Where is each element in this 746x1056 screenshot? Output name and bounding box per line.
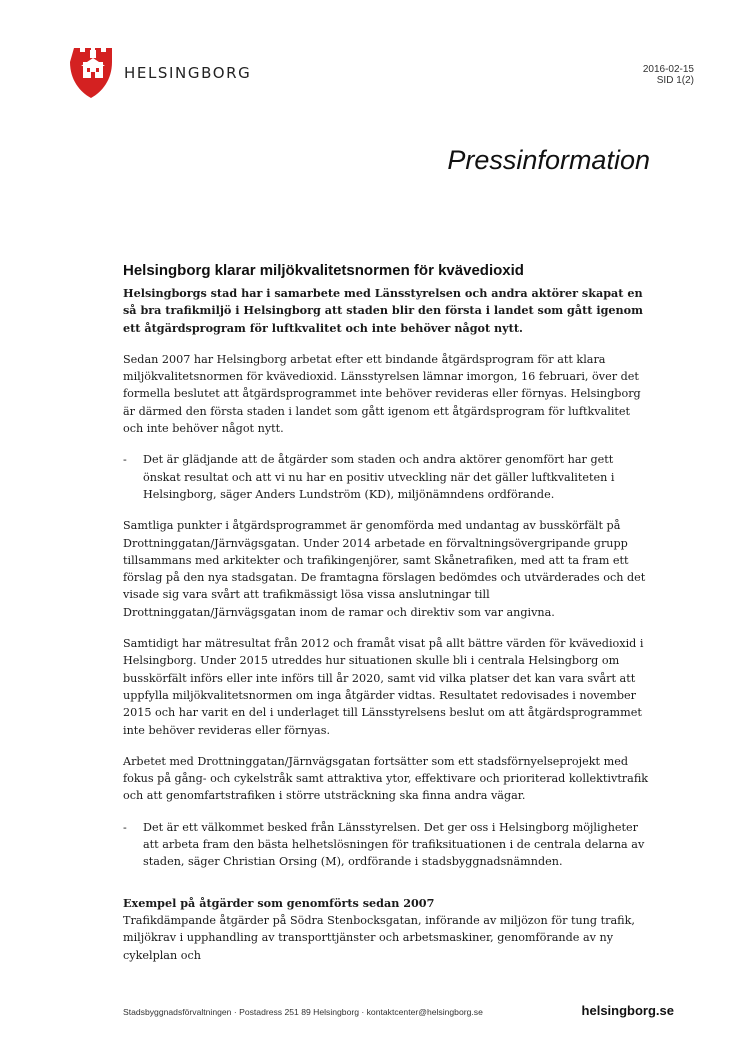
quote-dash: - <box>123 453 127 467</box>
document-date: 2016-02-15 <box>642 64 694 75</box>
document-meta <box>643 64 694 86</box>
quote-text-2: Det är ett välkommet besked från Länsstyrelsen. Det ger oss i Helsingborg möjligheter att arbeta fram den bästa helhetslösningen för trafiksituationen i de centrala delarna av staden, säger Christian Orsing (M), ordförande i stadsbyggnadsnämnden. <box>143 820 645 869</box>
footer-contact: Stadsbyggnadsförvaltningen · Postadress 251 89 Helsingborg · kontaktcenter@helsingborg.se <box>123 1007 483 1017</box>
document-type-heading: Pressinformation <box>447 145 650 175</box>
quote-block-1 <box>123 451 650 503</box>
quote-dash: - <box>123 820 127 834</box>
quote-block-2 <box>123 819 650 871</box>
section-subheading: Exempel på åtgärder som genomförts sedan 2007 <box>123 895 435 910</box>
quote-text-1: Det är glädjande att de åtgärder som staden och andra aktörer genomfört har gett önskat resultat och att vi nu har en positiv utveckling när det gäller luftkvaliteten i Helsingborg, säger Anders Lundström (KD), miljönämndens ordförande. <box>143 453 615 501</box>
article-title: Helsingborg klarar miljökvalitetsnormen för kvävedioxid <box>123 262 524 279</box>
paragraph-1: Sedan 2007 har Helsingborg arbetat efter ett bindande åtgärdsprogram för att klara miljökvalitetsnormen för kvävedioxid. Länsstyrelsen lämnar imorgon, 16 februari, över det formella beslutet att åtgärdsprogrammet inte behöver revideras eller förnyas. Helsingborg är därmed den första staden i landet som gått igenom ett åtgärdsprogram för luftkvalitet och inte behöver något nytt. <box>123 352 641 436</box>
paragraph-5: Trafikdämpande åtgärder på Södra Stenbocksgatan, införande av miljözon för tung trafik, miljökrav i upphandling av transporttjänster och arbetsmaskiner, genomförande av ny cykelplan och <box>123 913 635 962</box>
brand-name: HELSINGBORG <box>124 64 252 82</box>
helsingborg-crest-logo <box>70 44 116 100</box>
paragraph-3: Samtidigt har mätresultat från 2012 och framåt visat på allt bättre värden för kvävedioxid i Helsingborg. Under 2015 utreddes hur situationen skulle bli i centrala Helsingborg om busskörfält införs eller inte införs till år 2020, samt vid vilka platser det kan vara svårt att uppfylla miljökvalitetsnormen om inga åtgärder vidtas. Resultatet redovisades i november 2015 och har varit en del i underlaget till Länsstyrelsens beslut om att åtgärdsprogrammet inte behöver revideras eller förnyas. <box>123 637 644 737</box>
article-body <box>123 262 650 978</box>
footer-website-link[interactable]: helsingborg.se <box>581 1003 674 1018</box>
page-number: SID 1(2) <box>656 75 694 86</box>
article-lead: Helsingborgs stad har i samarbete med Länsstyrelsen och andra aktörer skapat en så bra trafikmiljö i Helsingborg att staden blir den första i landet som gått igenom ett åtgärdsprogram för luftkvalitet och inte behöver något nytt. <box>123 286 643 335</box>
paragraph-2: Samtliga punkter i åtgärdsprogrammet är genomförda med undantag av busskörfält på Drottninggatan/Järnvägsgatan. Under 2014 arbetade en förvaltningsövergripande grupp tillsammans med arkitekter och trafikingenjörer, samt Skånetrafiken, med att ta fram ett förslag på den nya stadsgatan. De framtagna förslagen bedömdes och utvärderades och det visade sig vara svårt att trafikmässigt lösa vissa anslutningar till Drottninggatan/Järnvägsgatan inom de ramar och direktiv som var angivna. <box>123 519 646 619</box>
paragraph-4: Arbetet med Drottninggatan/Järnvägsgatan fortsätter som ett stadsförnyelseprojekt med fokus på gång- och cykelstråk samt attraktiva ytor, effektivare och prioriterad kollektivtrafik och att genomfartstrafiken i större utsträckning ska finna andra vägar. <box>123 754 649 803</box>
